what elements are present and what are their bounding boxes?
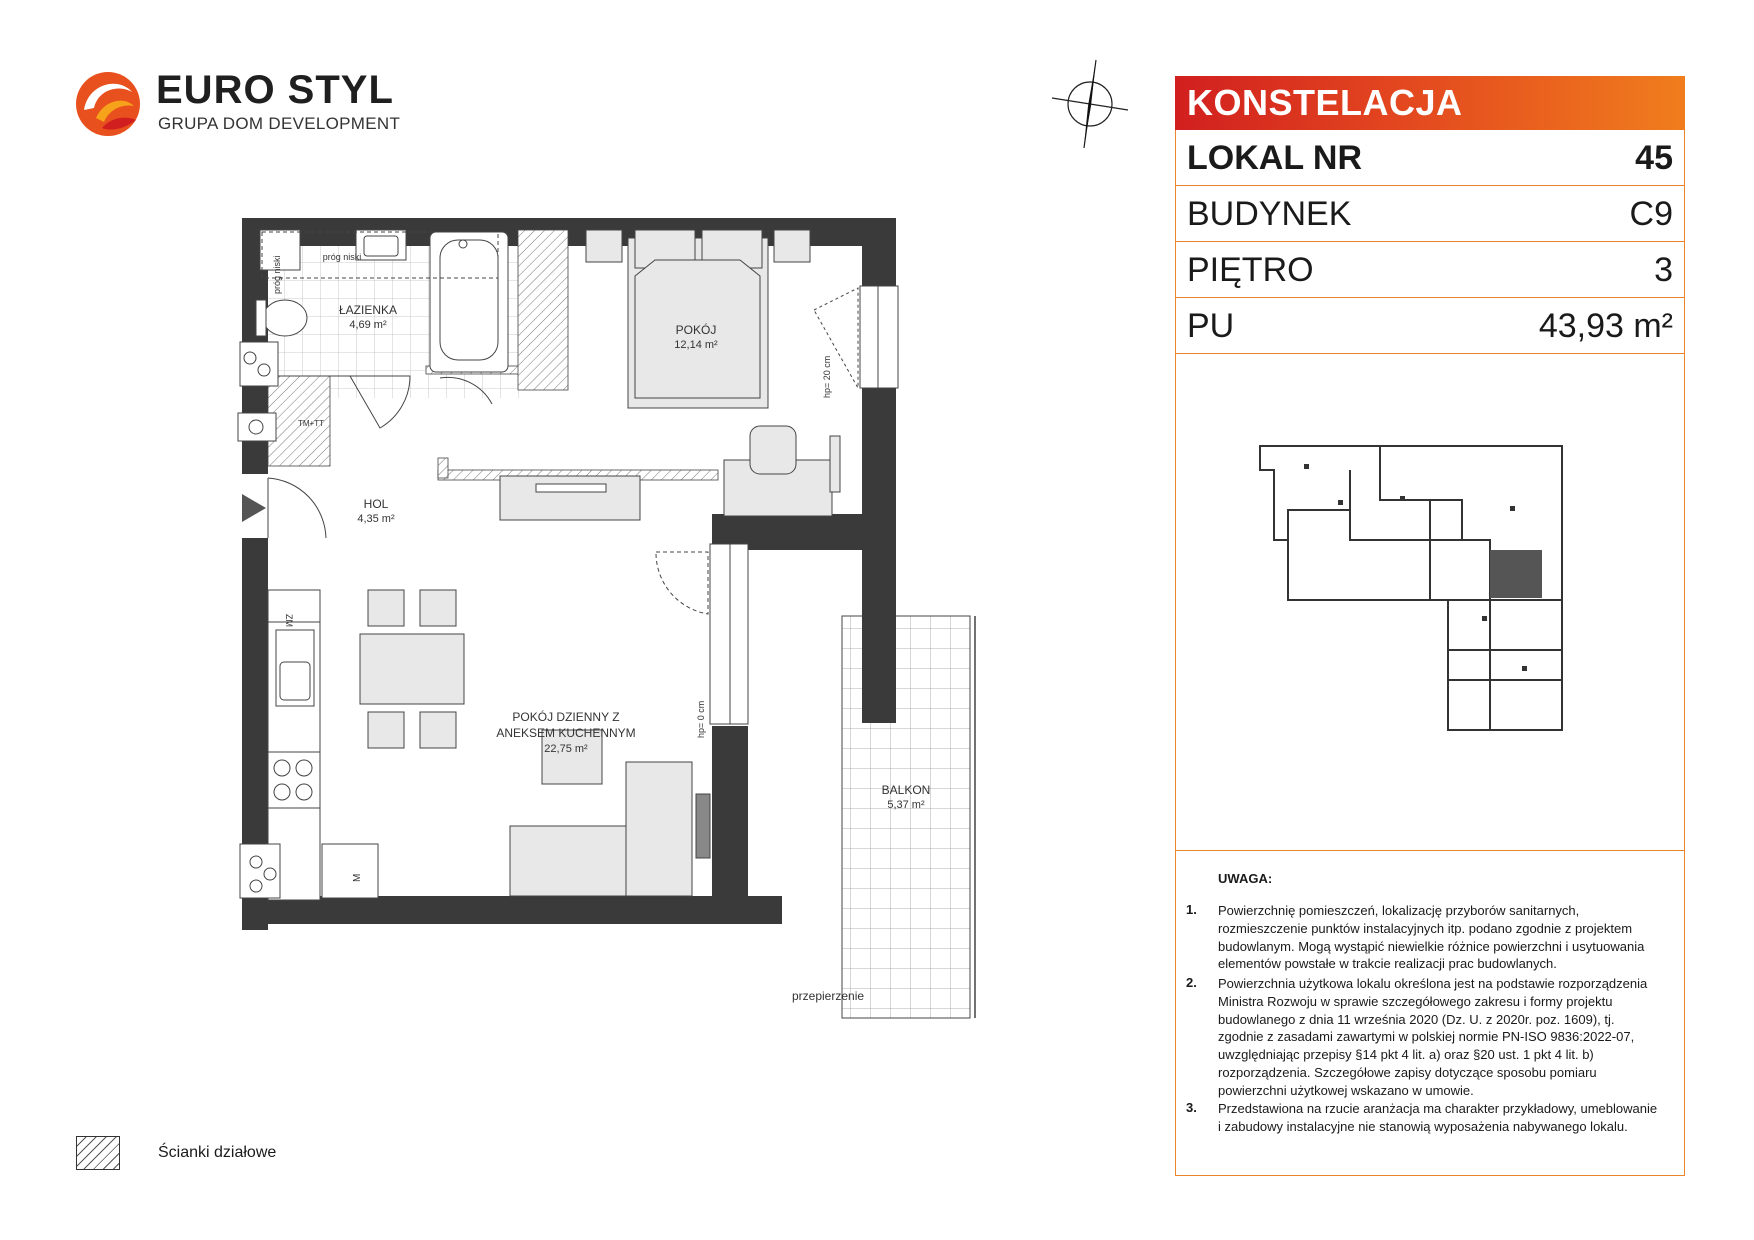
room-name-hall: HOL: [363, 497, 389, 511]
threshold-label-1: próg niski: [322, 252, 362, 262]
usable-area-value: 43,93 m²: [1538, 307, 1673, 345]
threshold-label-2: próg niski: [272, 255, 282, 294]
note-3-text: Przedstawiona na rzucie aranżacja ma charakter przykładowy, umeblowanie i zabudowy instalacyjne nie stanowią wyposażenia nabywanego lokalu.: [1218, 1101, 1658, 1134]
partition-wall-legend-icon: [76, 1136, 120, 1170]
room-name-bedroom: POKÓJ: [675, 323, 717, 337]
row-floor: [1175, 242, 1685, 298]
sill-height-living: hp= 0 cm: [696, 700, 706, 738]
room-area-bathroom: 4,69 m²: [349, 319, 387, 331]
north-arrow-icon: [1050, 56, 1130, 152]
note-2-number: 2.: [1186, 975, 1197, 990]
sill-height-bedroom: hp= 20 cm: [822, 355, 832, 398]
room-name-living-1: POKÓJ DZIENNY Z: [512, 710, 620, 724]
floor-value: 3: [1654, 251, 1673, 289]
legend-label: Ścianki działowe: [158, 1144, 277, 1161]
room-name-bathroom: ŁAZIENKA: [338, 303, 398, 317]
note-3-number: 3.: [1186, 1100, 1197, 1115]
unit-number-label: LOKAL NR: [1187, 139, 1363, 177]
room-name-balcony: BALKON: [881, 783, 931, 797]
zm-label-2: M: [352, 873, 363, 882]
row-usable-area: [1175, 298, 1685, 354]
building-key-plan: [1250, 440, 1570, 780]
room-area-living: 22,75 m²: [544, 743, 588, 755]
partition-label: przepierzenie: [792, 989, 865, 1003]
project-name: KONSTELACJA: [1175, 76, 1685, 130]
notes-title: UWAGA:: [1218, 871, 1273, 886]
eurostyl-logo-icon: [74, 70, 142, 138]
building-label: BUDYNEK: [1187, 195, 1352, 233]
row-building: [1175, 186, 1685, 242]
room-name-living-2: ANEKSEM KUCHENNYM: [496, 726, 636, 740]
note-1-number: 1.: [1186, 902, 1197, 917]
row-unit-number: [1175, 130, 1685, 186]
tm-label: TM+TT: [298, 419, 324, 428]
room-area-bedroom: 12,14 m²: [674, 339, 718, 351]
note-1-text: Powierzchnię pomieszczeń, lokalizację przyborów sanitarnych, rozmieszczenie punktów instalacyjnych itp. podano zgodnie z projektem budowlanym. Mogą wystąpić niewielkie różnice powierzchni i usytuowania elementów powstałe w trakcie realizacji prac budowlanych.: [1218, 903, 1645, 972]
room-area-balcony: 5,37 m²: [887, 799, 925, 811]
note-2-text: Powierzchnia użytkowa lokalu określona jest na podstawie rozporządzenia Ministra Rozwoju w sprawie szczegółowego zakresu i formy projektu budowlanego z dnia 11 września 2020 (Dz. U. z 2020r. poz. 1609), tj. zgodnie z zasadami zawartymi w polskiej normie PN-ISO 9836:2022-07, uwzględniając przepisy §14 pkt 4 lit. a) oraz §20 ust. 1 pkt 4 lit. b) rozporządzenia. Szczegółowe zapisy dotyczące sposobu pomiaru powierzchni użytkowej wskazano w umowie.: [1218, 976, 1648, 1098]
unit-highlight: [1490, 550, 1542, 598]
panel-separator: [1175, 850, 1685, 851]
floor-label: PIĘTRO: [1187, 251, 1314, 289]
unit-number-value: 45: [1635, 139, 1673, 177]
brand-name: EURO STYL: [156, 68, 394, 112]
usable-area-label: PU: [1187, 307, 1235, 345]
brand-subtitle: GRUPA DOM DEVELOPMENT: [158, 114, 401, 133]
floor-plan: [230, 208, 1010, 1038]
room-area-hall: 4,35 m²: [357, 513, 395, 525]
building-value: C9: [1629, 195, 1673, 233]
zm-label-1: ZM: [284, 614, 294, 627]
